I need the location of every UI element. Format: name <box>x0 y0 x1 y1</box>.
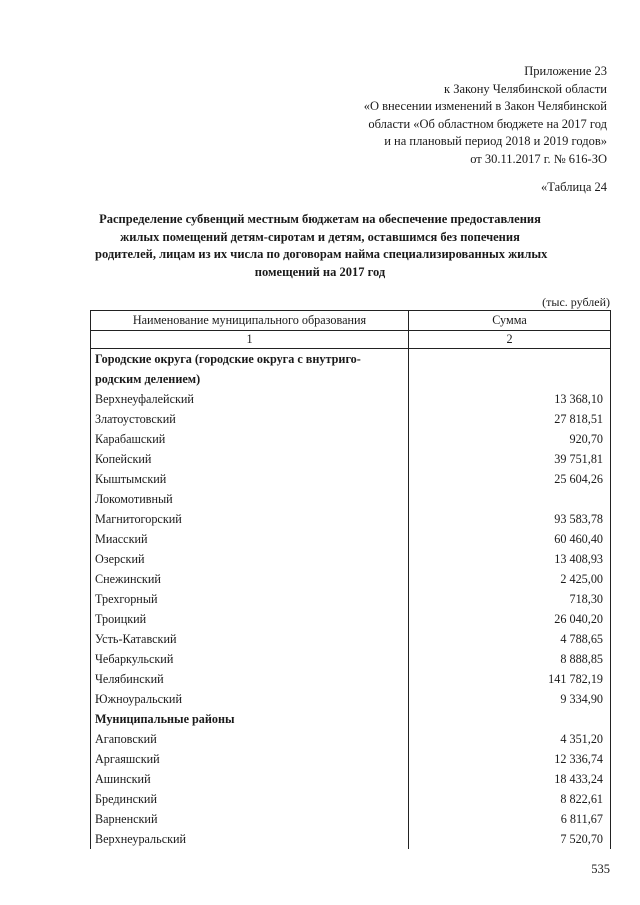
column-header-name: Наименование муниципального образования <box>91 311 409 331</box>
table-row <box>91 409 611 429</box>
annex-header <box>287 63 607 168</box>
subsidy-amount: 141 782,19 <box>409 669 611 689</box>
municipality-name: Верхнеуфалейский <box>91 389 409 409</box>
subsidy-amount <box>409 349 611 370</box>
municipality-name: Городские округа (городские округа с внутриго- <box>91 349 409 370</box>
table-row <box>91 789 611 809</box>
subsidy-amount: 9 334,90 <box>409 689 611 709</box>
subsidy-amount: 718,30 <box>409 589 611 609</box>
subsidy-amount: 8 822,61 <box>409 789 611 809</box>
column-number: 2 <box>409 331 611 349</box>
table-group-row <box>91 369 611 389</box>
municipality-name: Кыштымский <box>91 469 409 489</box>
municipality-name: Снежинский <box>91 569 409 589</box>
table-header-row <box>91 311 611 331</box>
table-row <box>91 549 611 569</box>
title-line: родителей, лицам из их числа по договорам найма специализированных жилых <box>95 247 548 261</box>
subsidy-amount <box>409 369 611 389</box>
subsidy-amount: 8 888,85 <box>409 649 611 669</box>
subsidy-amount: 4 788,65 <box>409 629 611 649</box>
table-row <box>91 609 611 629</box>
annex-line: «О внесении изменений в Закон Челябинской <box>363 99 607 113</box>
subsidy-amount: 18 433,24 <box>409 769 611 789</box>
municipality-name: Троицкий <box>91 609 409 629</box>
subsidy-amount: 27 818,51 <box>409 409 611 429</box>
subsidy-amount: 93 583,78 <box>409 509 611 529</box>
municipality-name: Челябинский <box>91 669 409 689</box>
table-row <box>91 749 611 769</box>
table-row <box>91 469 611 489</box>
subsidy-amount: 60 460,40 <box>409 529 611 549</box>
title-line: помещений на 2017 год <box>254 264 386 279</box>
table-row <box>91 689 611 709</box>
municipality-name: Варненский <box>91 809 409 829</box>
table-row <box>91 649 611 669</box>
table-row <box>91 509 611 529</box>
table-label: «Таблица 24 <box>541 180 607 194</box>
subsidy-amount: 6 811,67 <box>409 809 611 829</box>
subsidy-amount: 2 425,00 <box>409 569 611 589</box>
table-row <box>91 769 611 789</box>
title-line: Распределение субвенций местным бюджетам на обеспечение предоставления <box>99 212 541 226</box>
table-row <box>91 569 611 589</box>
subsidy-amount: 12 336,74 <box>409 749 611 769</box>
municipality-name: Копейский <box>91 449 409 469</box>
subsidy-amount: 26 040,20 <box>409 609 611 629</box>
table-row <box>91 829 611 849</box>
municipality-name: Агаповский <box>91 729 409 749</box>
table-row <box>91 589 611 609</box>
municipality-name: Трехгорный <box>91 589 409 609</box>
subsidy-amount: 13 368,10 <box>409 389 611 409</box>
municipality-name: родским делением) <box>91 369 409 389</box>
subsidy-amount <box>409 489 611 509</box>
page-number: 535 <box>591 862 610 876</box>
municipality-name: Южноуральский <box>91 689 409 709</box>
subsidy-amount: 39 751,81 <box>409 449 611 469</box>
municipality-name: Миасский <box>91 529 409 549</box>
subsidy-table <box>90 310 611 849</box>
table-row <box>91 669 611 689</box>
municipality-name: Усть-Катавский <box>91 629 409 649</box>
subsidy-amount <box>409 709 611 729</box>
subsidy-amount: 13 408,93 <box>409 549 611 569</box>
municipality-name: Магнитогорский <box>91 509 409 529</box>
municipality-name: Чебаркульский <box>91 649 409 669</box>
table-row <box>91 729 611 749</box>
municipality-name: Аргаяшский <box>91 749 409 769</box>
table-row <box>91 489 611 509</box>
table-row <box>91 449 611 469</box>
annex-line: к Закону Челябинской области <box>444 81 607 96</box>
annex-line: Приложение 23 <box>524 64 607 78</box>
municipality-name: Брединский <box>91 789 409 809</box>
table-row <box>91 629 611 649</box>
column-header-sum: Сумма <box>409 311 611 331</box>
annex-line: области «Об областном бюджете на 2017 год <box>368 116 607 131</box>
table-body <box>91 349 611 850</box>
units-label: (тыс. рублей) <box>542 295 610 309</box>
table-group-row <box>91 349 611 370</box>
table-row <box>91 389 611 409</box>
municipality-name: Верхнеуральский <box>91 829 409 849</box>
annex-line: и на плановый период 2018 и 2019 годов» <box>384 134 607 148</box>
municipality-name: Карабашский <box>91 429 409 449</box>
title-line: жилых помещений детям-сиротам и детям, оставшимся без попечения <box>120 229 520 244</box>
table-row <box>91 809 611 829</box>
table-column-numbers <box>91 331 611 349</box>
table-group-row <box>91 709 611 729</box>
annex-line: от 30.11.2017 г. № 616-ЗО <box>470 151 607 166</box>
table-row <box>91 529 611 549</box>
municipality-name: Ашинский <box>91 769 409 789</box>
subsidy-amount: 7 520,70 <box>409 829 611 849</box>
municipality-name: Муниципальные районы <box>91 709 409 729</box>
column-number: 1 <box>91 331 409 349</box>
subsidy-amount: 25 604,26 <box>409 469 611 489</box>
municipality-name: Озерский <box>91 549 409 569</box>
municipality-name: Локомотивный <box>91 489 409 509</box>
document-title <box>95 211 548 281</box>
subsidy-amount: 920,70 <box>409 429 611 449</box>
table-row <box>91 429 611 449</box>
municipality-name: Златоустовский <box>91 409 409 429</box>
subsidy-amount: 4 351,20 <box>409 729 611 749</box>
